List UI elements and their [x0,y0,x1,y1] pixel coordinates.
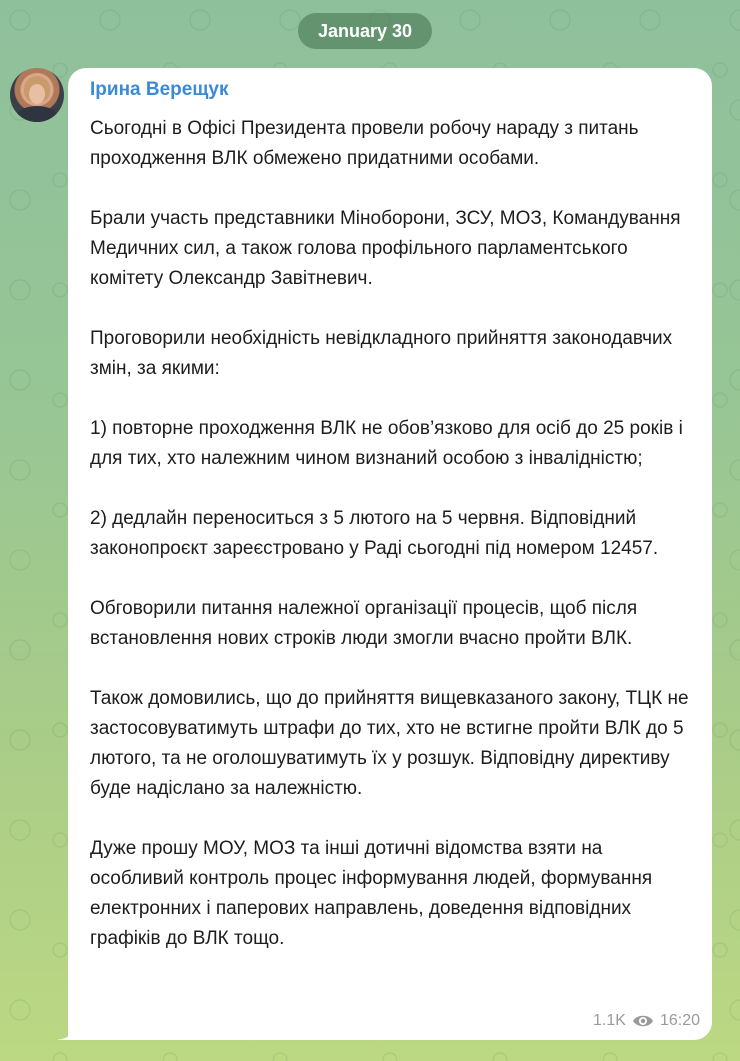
avatar-shoulders [16,106,58,122]
message-time: 16:20 [659,1012,700,1029]
date-label: January 30 [317,20,413,41]
date-separator [298,13,432,49]
message-meta [593,1012,700,1030]
paragraph: Дуже прошу МОУ, МОЗ та інші дотичні відомства взяти на особливий контроль процес інформування людей, формування електронних і паперових направлень, доведення відповідних графіків до ВЛК тощо. [90,838,653,949]
sender-avatar[interactable] [10,68,64,122]
paragraph: Сьогодні в Офісі Президента провели робочу нараду з питань проходження ВЛК обмежено придатними особами. [90,118,639,169]
sender-name[interactable]: Ірина Верещук [90,79,229,100]
message-bubble[interactable] [68,68,712,1040]
eye-icon [632,1014,654,1028]
paragraph: Проговорили необхідність невідкладного прийняття законодавчих змін, за якими: [90,328,673,379]
avatar-face [29,84,45,104]
message-text [90,114,690,954]
view-count: 1.1K [593,1012,626,1029]
paragraph: 1) повторне проходження ВЛК не обов’язково для осіб до 25 років і для тих, хто належним чином визнаний особою з інвалідністю; [90,418,683,469]
paragraph: 2) дедлайн переноситься з 5 лютого на 5 червня. Відповідний законопроєкт зареєстровано у Раді сьогодні під номером 12457. [90,508,659,559]
paragraph: Також домовились, що до прийняття вищевказаного закону, ТЦК не застосовуватимуть штрафи до тих, хто не встигне пройти ВЛК до 5 лютого, та не оголошуватимуть їх у розшук. Відповідну директиву буде надіслано за належністю. [90,688,689,799]
paragraph: Брали участь представники Міноборони, ЗСУ, МОЗ, Командування Медичних сил, а також голова профільного парламентського комітету Олександр Завітневич. [90,208,681,289]
paragraph: Обговорили питання належної організації процесів, щоб після встановлення нових строків люди змогли вчасно пройти ВЛК. [90,598,638,649]
